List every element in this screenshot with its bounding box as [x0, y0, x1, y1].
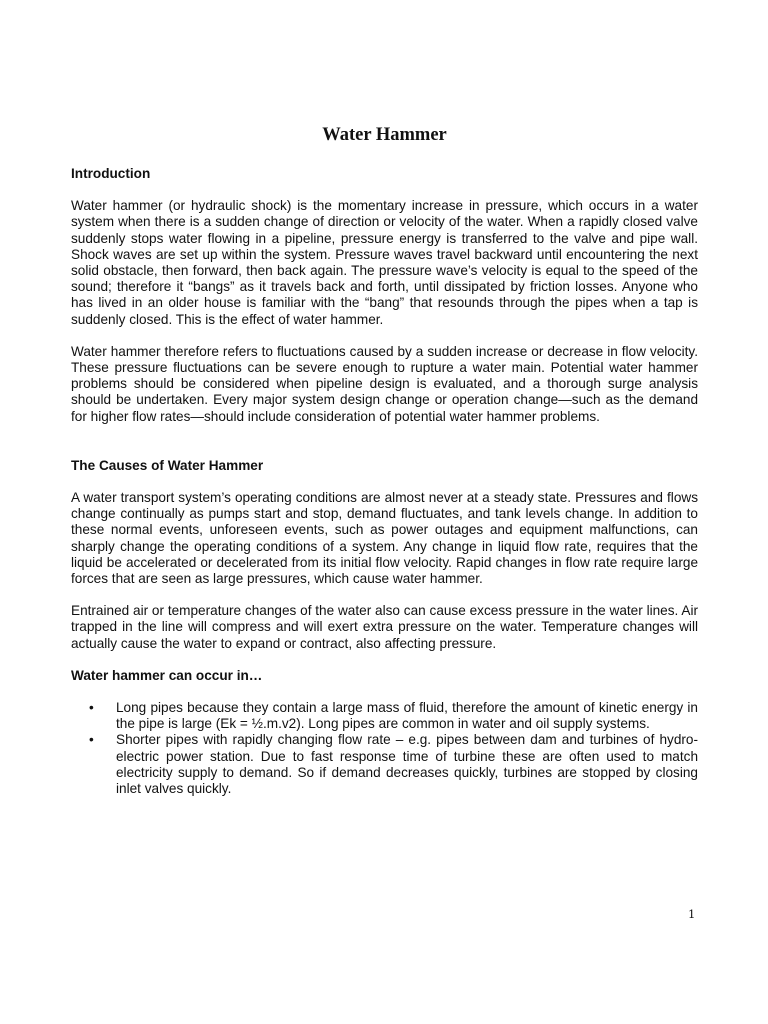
bullet-icon: • — [89, 700, 94, 716]
causes-heading: The Causes of Water Hammer — [71, 457, 264, 473]
introduction-paragraph-2: Water hammer therefore refers to fluctuations caused by a sudden increase or decrease in flow velocity. These pressure fluctuations can be severe enough to rupture a water main. Potential water hammer problems should be considered when pipeline design is evaluated, and a thorough surge analysis should be undertaken. Every major system design change or operation change—such as the demand for higher flow rates—should include consideration of potential water hammer problems. — [71, 343, 698, 424]
occurrence-list — [71, 700, 698, 797]
list-item-text: Long pipes because they contain a large mass of fluid, therefore the amount of kinetic energy in the pipe is large (Ek = ½.m.v2). Long pipes are common in water and oil supply systems. — [116, 700, 698, 732]
introduction-paragraph-1: Water hammer (or hydraulic shock) is the momentary increase in pressure, which occurs in a water system when there is a sudden change of direction or velocity of the water. When a rapidly closed valve suddenly stops water flowing in a pipeline, pressure energy is transferred to the valve and pipe wall. Shock waves are set up within the system. Pressure waves travel backward until encountering the next solid obstacle, then forward, then back again. The pressure wave’s velocity is equal to the speed of the sound; therefore it “bangs” as it travels back and forth, until dissipated by friction losses. Anyone who has lived in an older house is familiar with the “bang” that resounds through the pipes when a tap is suddenly closed. This is the effect of water hammer. — [71, 198, 698, 327]
page-number: 1 — [688, 907, 696, 921]
page-title: Water Hammer — [322, 125, 447, 145]
document-body — [71, 123, 698, 797]
bullet-icon: • — [89, 732, 94, 748]
introduction-heading: Introduction — [71, 166, 151, 181]
list-item — [71, 732, 698, 797]
list-item — [71, 700, 698, 732]
causes-paragraph-1: A water transport system’s operating conditions are almost never at a steady state. Pressures and flows change continually as pumps start and stop, demand fluctuates, and tank levels change. In addition to these normal events, unforeseen events, such as power outages and equipment malfunctions, can sharply change the operating conditions of a system. Any change in liquid flow rate, requires that the liquid be accelerated or decelerated from its initial flow velocity. Rapid changes in flow rate require large forces that are seen as large pressures, which cause water hammer. — [71, 490, 698, 587]
list-item-text: Shorter pipes with rapidly changing flow rate – e.g. pipes between dam and turbines of hydro-electric power station. Due to fast response time of turbine these are often used to match electricity supply to demand. So if demand decreases quickly, turbines are stopped by closing inlet valves quickly. — [116, 732, 698, 797]
occurrence-heading: Water hammer can occur in… — [71, 667, 263, 683]
causes-paragraph-2: Entrained air or temperature changes of the water also can cause excess pressure in the water lines. Air trapped in the line will compress and will exert extra pressure on the water. Temperature changes will actually cause the water to expand or contract, also affecting pressure. — [71, 603, 698, 651]
